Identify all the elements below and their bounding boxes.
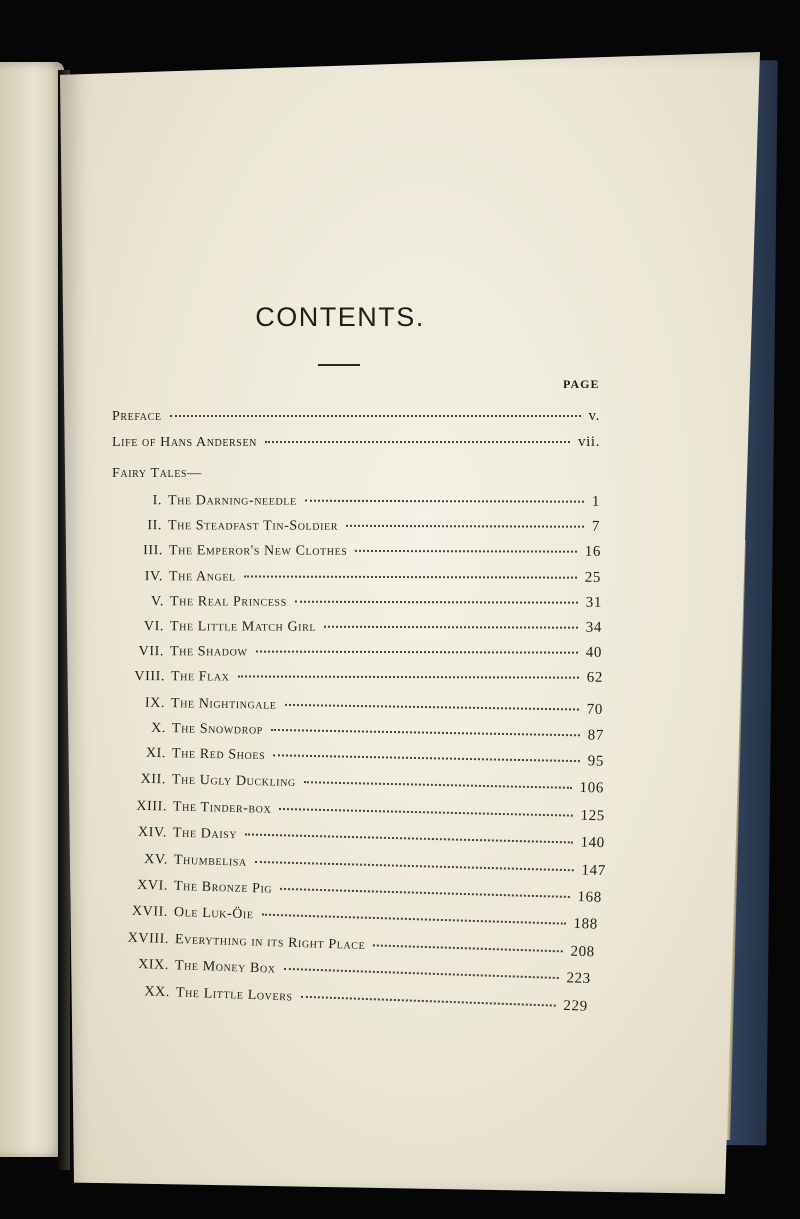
tale-title: The Emperor's New Clothes (168, 543, 348, 560)
tale-title: The Snowdrop (171, 720, 263, 738)
dot-leader (279, 808, 572, 817)
tale-numeral: VIII. (134, 669, 165, 685)
tale-numeral: I. (152, 493, 163, 509)
tale-numeral: XX. (143, 983, 170, 1000)
tale-numeral: XVI. (136, 877, 169, 894)
tale-numeral: XV. (143, 851, 168, 868)
dot-leader (245, 834, 572, 844)
dot-leader (304, 782, 572, 790)
page-column-header: PAGE (563, 377, 600, 391)
entry-page: v. (588, 408, 600, 424)
entry-title: Preface (112, 409, 162, 424)
tale-title: The Steadfast Tin-Soldier (168, 518, 339, 535)
tale-numeral: V. (150, 593, 164, 610)
tale-title: The Money Box (174, 958, 277, 977)
dot-leader (254, 860, 573, 870)
tale-numeral: IX. (144, 695, 166, 711)
dot-leader (265, 441, 570, 443)
tale-numeral: III. (142, 543, 163, 559)
dot-leader (300, 995, 555, 1006)
dot-leader (273, 754, 580, 762)
tale-page-number: 147 (580, 862, 606, 879)
tale-page-number: 62 (586, 670, 603, 687)
tale-title: Everything in its Right Place (174, 931, 366, 953)
tale-title: The Little Lovers (175, 984, 293, 1005)
tale-title: The Little Match Girl (169, 619, 317, 635)
tale-page-number: 188 (573, 916, 599, 933)
left-page (0, 62, 64, 1157)
tale-title: The Daisy (172, 825, 238, 843)
tale-numeral: VII. (139, 644, 165, 660)
dot-leader (346, 525, 584, 528)
entry-preface (112, 408, 600, 425)
tale-title: The Darning-needle (167, 493, 297, 509)
tale-page-number: 208 (570, 943, 595, 961)
tale-entry (102, 643, 602, 662)
tale-entry (102, 618, 602, 637)
dot-leader (256, 651, 578, 654)
tale-entry (103, 668, 603, 687)
tale-entry (102, 593, 602, 612)
tale-title: The Ugly Duckling (172, 772, 297, 791)
tale-page-number: 106 (579, 780, 605, 797)
entry-life (112, 434, 600, 451)
tale-title: Ole Luk-Öie (174, 905, 255, 923)
tale-page-number: 34 (585, 619, 603, 636)
tale-numeral: VI. (143, 619, 165, 635)
entry-title: Life of Hans Andersen (112, 435, 258, 450)
title-rule (318, 364, 360, 366)
section-heading: Fairy Tales— (112, 466, 202, 481)
dot-leader (262, 914, 566, 925)
tale-title: The Angel (169, 568, 236, 585)
dot-leader (270, 729, 579, 736)
tale-page-number: 95 (587, 753, 605, 770)
tale-numeral: XIX. (138, 957, 170, 974)
tale-page-number: 229 (562, 997, 588, 1015)
tale-page-number: 87 (587, 727, 604, 744)
tale-page-number: 1 (591, 493, 601, 510)
tale-entry (100, 492, 600, 511)
tale-numeral: X. (150, 720, 166, 736)
dot-leader (305, 500, 584, 503)
tale-title: The Real Princess (169, 594, 287, 610)
contents-title: CONTENTS. (255, 302, 425, 332)
dot-leader (294, 600, 577, 603)
tale-page-number: 140 (580, 834, 606, 852)
tale-numeral: IV. (144, 568, 164, 584)
tale-title: The Flax (170, 669, 230, 685)
tale-page-number: 7 (592, 518, 601, 535)
tale-numeral: XIV. (138, 824, 168, 841)
tale-entry (101, 542, 601, 561)
dot-leader (280, 888, 569, 898)
tale-entry (100, 517, 600, 536)
tale-numeral: XI. (145, 745, 167, 762)
tale-page-number: 25 (584, 569, 602, 586)
tale-entry (101, 568, 601, 587)
tale-page-number: 223 (566, 970, 592, 988)
tale-numeral: XIII. (136, 798, 167, 815)
tale-page-number: 16 (584, 544, 601, 561)
tale-page-number: 125 (580, 807, 605, 825)
tale-numeral: XVII. (132, 904, 169, 921)
tale-numeral: XII. (140, 772, 167, 788)
entry-page: vii. (578, 434, 600, 450)
tale-page-number: 168 (577, 889, 603, 906)
tale-numeral: II. (147, 518, 163, 534)
dot-leader (324, 626, 578, 629)
tale-title: The Bronze Pig (173, 878, 273, 897)
dot-leader (244, 575, 577, 578)
tale-page-number: 70 (586, 701, 604, 718)
dot-leader (170, 415, 581, 417)
dot-leader (284, 968, 559, 979)
tale-page-number: 40 (586, 644, 603, 661)
tale-title: The Shadow (170, 644, 248, 660)
tale-page-number: 31 (585, 594, 602, 611)
dot-leader (373, 944, 562, 952)
tale-title: The Nightingale (171, 695, 277, 713)
tale-numeral: XVIII. (127, 930, 170, 947)
dot-leader (355, 550, 576, 553)
tale-title: Thumbelisa (173, 852, 247, 870)
tale-title: The Red Shoes (171, 746, 266, 764)
tale-title: The Tinder-box (172, 799, 272, 817)
dot-leader (237, 676, 578, 679)
dot-leader (285, 703, 579, 710)
